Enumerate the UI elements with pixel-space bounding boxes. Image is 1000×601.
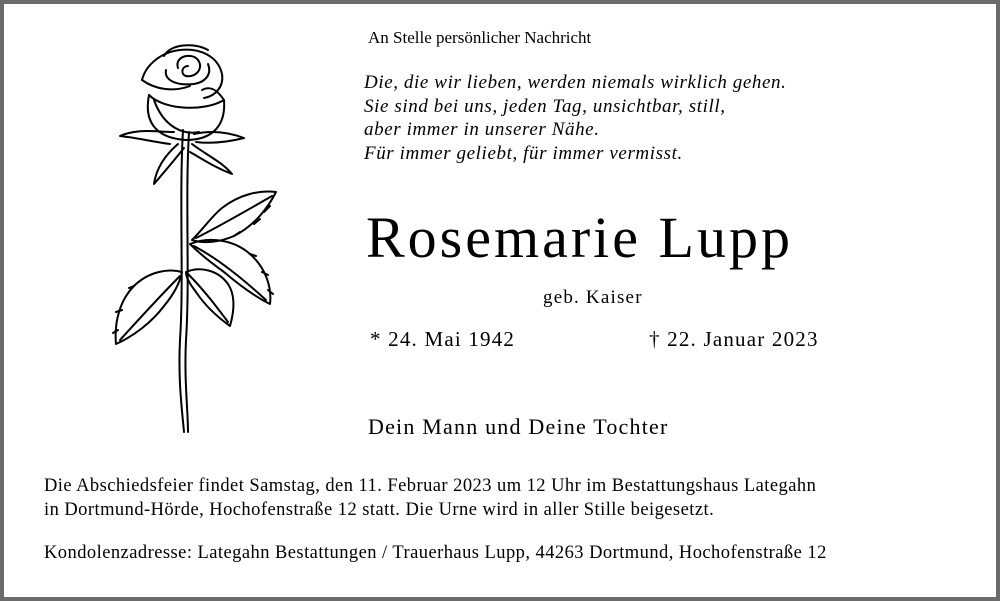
- service-line: Die Abschiedsfeier findet Samstag, den 11. Februar 2023 um 12 Uhr im Bestattungshaus Lategahn: [44, 476, 817, 496]
- deceased-name: Rosemarie Lupp: [366, 205, 793, 270]
- birth-date: * 24. Mai 1942: [370, 327, 516, 351]
- poem-line: aber immer in unserer Nähe.: [364, 119, 600, 140]
- poem-line: Für immer geliebt, für immer vermisst.: [364, 142, 683, 164]
- service-info: [44, 474, 974, 522]
- poem: [364, 71, 884, 165]
- service-line: in Dortmund-Hörde, Hochofenstraße 12 statt. Die Urne wird in aller Stille beigesetzt.: [44, 500, 715, 520]
- maiden-name: geb. Kaiser: [543, 287, 643, 308]
- rose-illustration: [104, 40, 284, 440]
- mourners-signature: Dein Mann und Deine Tochter: [368, 414, 669, 439]
- condolence-address: Kondolenzadresse: Lategahn Bestattungen / Trauerhaus Lupp, 44263 Dortmund, Hochofenstraße 12: [44, 543, 827, 563]
- poem-line: Die, die wir lieben, werden niemals wirklich gehen.: [364, 72, 787, 93]
- intro-text: An Stelle persönlicher Nachricht: [368, 28, 592, 47]
- poem-line: Sie sind bei uns, jeden Tag, unsichtbar, still,: [364, 95, 726, 117]
- death-date: † 22. Januar 2023: [649, 327, 819, 351]
